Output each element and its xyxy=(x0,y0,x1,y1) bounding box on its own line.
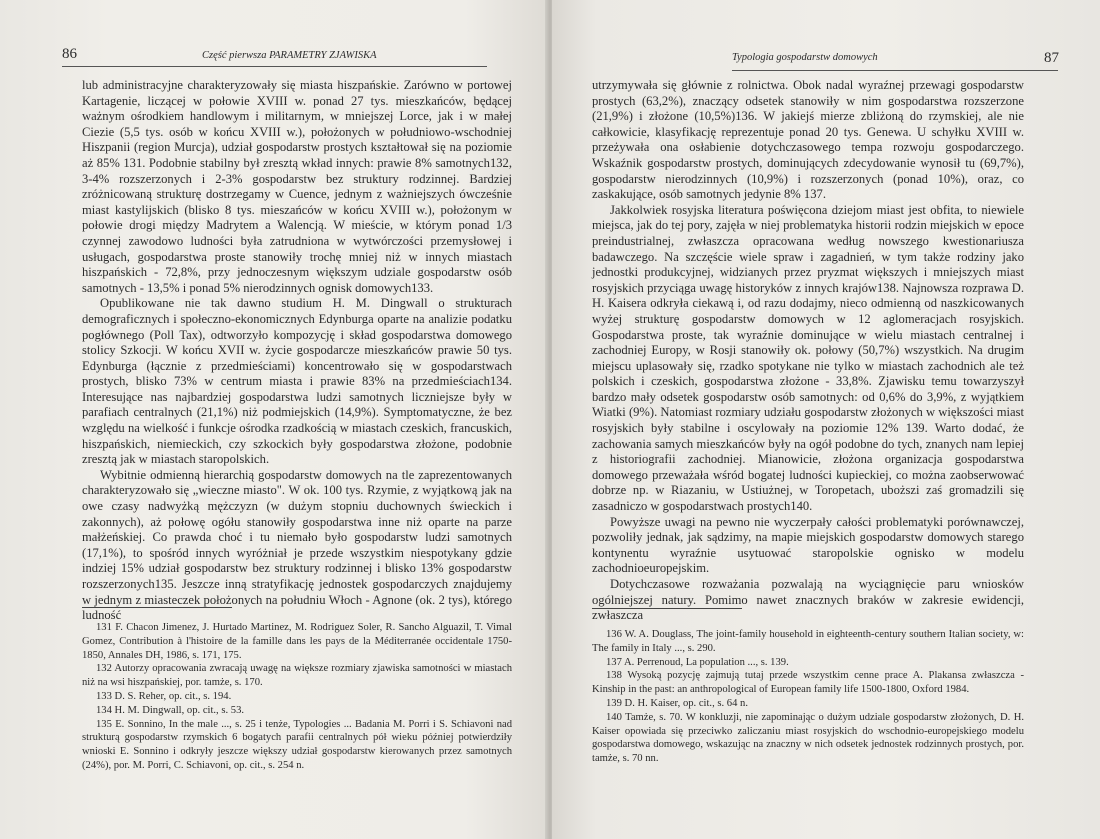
footnote: 139 D. H. Kaiser, op. cit., s. 64 n. xyxy=(606,697,748,709)
footnote-rule xyxy=(82,607,232,608)
footnote: 135 E. Sonnino, In the male ..., s. 25 i tenże, Typologies ... Badania M. Porri i S. Schiavoni nad strukturą gospodarstw rzymskich 6 bogatych parafii centralnych pół wieku później potwierdziły wnioski E. Sonnino i odkryły jeszcze większy udział gospodarstw kierowanych przez samotnych (24%), por. M. Porri, C. Schiavoni, op. cit., s. 254 n. xyxy=(82,718,512,771)
footnote: 134 H. M. Dingwall, op. cit., s. 53. xyxy=(96,704,245,716)
running-title: Typologia gospodarstw domowych xyxy=(732,52,878,63)
footnote: 136 W. A. Douglass, The joint-family household in eighteenth-century southern Italian society, w: The family in Italy ..., s. 290. xyxy=(592,629,1024,654)
footnote: 138 Wysoką pozycję zajmują tutaj przede wszystkim cenne prace A. Plakansa zwłaszcza - Kinship in the past: an anthropological of European family life 1500-1800, Oxford 1984. xyxy=(592,670,1024,696)
paragraph: utrzymywała się głównie z rolnictwa. Obok nadal wyraźnej przewagi gospodarstw prostych (63,2%), znaczący odsetek stanowiły w nim gospodarstwa rozszerzone (21,9%) i złożone (10,5%)136. W jakiejś mierze zbliżoną do rzymskiej, ale nie całkowicie, klasyfikację reprezentuje ponad 20 tys. Genewa. U schyłku XVIII w. przeżywała ona osłabienie dotychczasowego tempa rozwoju gospodarczego. Wskaźnik gospodarstw prostych, dominujących zdecydowanie wynosił tu (69,7%), gospodarstw nierodzinnych (10,9%) i rozszerzonych (ponad 10%), oraz, co zaskakujące, osób samotnych jedynie 8% 137. xyxy=(592,78,1024,202)
page-number: 87 xyxy=(1044,50,1059,66)
right-body-text xyxy=(592,78,1024,624)
footnote: 131 F. Chacon Jimenez, J. Hurtado Martinez, M. Rodriguez Soler, R. Sancho Alguazil, T. Vimal Gomez, Contribution à l'histoire de la famille dans les pays de la Méditerranée occidentale 1750-1850, Annales DH, 1986, s. 171, 175. xyxy=(82,622,512,661)
paragraph: Opublikowane nie tak dawno studium H. M. Dingwall o strukturach demograficznych i społeczno-ekonomicznych Edynburga oparte na analizie podatku pogłównego (Poll Tax), odtworzyło kompozycję i skład gospodarstwa domowego stolicy Szkocji. W końcu XVII w. życie gospodarcze mieszkańców prawie 50 tys. Edynburga (łącznie z przedmieściami) koncentrowało się w gospodarstwach prostych, blisko 73% w centrum miasta i prawie 83% na przedmieściach134. Interesujące nas najbardziej gospodarstwa ludzi samotnych liczniejsze były w parafiach centralnych (21,1%) niż podmiejskich (14,9%). Symptomatyczne, że bez względu na wielkość i funkcje ośrodka rzadkością w miastach czeskich, francuskich, hiszpańskich, niemieckich, czy szkockich były gospodarstwa złożone, podobnie zresztą jak w miastach staropolskich. xyxy=(82,296,512,467)
footnote-rule xyxy=(592,608,742,609)
left-body-text xyxy=(82,78,512,624)
page-number: 86 xyxy=(62,46,77,62)
right-footnotes xyxy=(592,628,1024,766)
header-rule xyxy=(62,66,487,67)
left-running-head xyxy=(62,46,472,63)
footnote: 132 Autorzy opracowania zwracają uwagę na większe rozmiary zjawiska samotności w miastach niż na wsi hiszpańskiej, por. tamże, s. 170. xyxy=(82,663,512,689)
paragraph: lub administracyjne charakteryzowały się miasta hiszpańskie. Zarówno w portowej Kartagenie, liczącej w połowie XVIII w. ponad 27 tys. mieszkańców, będącej ważnym ośrodkiem handlowym i militarnym, w mniejszej Lorce, jak i w małej Ciezie (5,5 tys. osób w końcu XVIII w.), położonych w południowo-wschodniej Hiszpanii (region Murcja), udział gospodarstw prostych kształtował się na poziomie aż 85% 131. Podobnie stabilny był zresztą wkład innych: prawie 8% samotnych132, 3-4% rozszerzonych i 2-3% gospodarstw bez struktury rodzinnej. Bardziej zróżnicowaną strukturę dostrzegamy w Cuence, jednym z ważniejszych ówcześnie miast kastylijskich (blisko 8 tys. mieszańców w końcu XVIII w.), położonym w połowie drogi między Madrytem a Walencją. W mieście, w którym ponad 1/3 czynnej zawodowo ludności była zatrudniona w wytwórczości przemysłowej i usługach, gospodarstwa proste stanowiły trochę mniej niż w innych miastach hiszpańskich - 72,8%, przy jednoczesnym większym udziale gospodarstw osób samotnych - 13,5% i ponad 5% nierodzinnych ognisk domowych133. xyxy=(82,78,512,295)
paragraph: Wybitnie odmienną hierarchią gospodarstw domowych na tle zaprezentowanych charakteryzowało się „wieczne miasto". W ok. 100 tys. Rzymie, z wyjątkową jak na owe czasy nadwyżką mężczyzn (w dużym stopniu duchownych świeckich i zakonnych), aż połowę ogółu stanowiły gospodarstwa inne niż oparte na parze małżeńskiej. Co prawda choć i tu niemało było gospodarstw ludzi samotnych (17,1%), to spośród innych wyróżniał je przede wszystkim niespotykany gdzie indziej 15% udział gospodarstw bez struktury rodzinnej i blisko 13% gospodarstw rozszerzonych135. Jeszcze inną stratyfikację jednostek gospodarczych znajdujemy w jednym z miasteczek położonych na południu Włoch - Agnone (ok. 2 tys), którego ludność xyxy=(82,467,512,623)
right-page xyxy=(552,0,1100,839)
footnote: 137 A. Perrenoud, La population ..., s. 139. xyxy=(606,656,789,668)
paragraph: Jakkolwiek rosyjska literatura poświęcona dziejom miast jest obfita, to niewiele miejsca, jak do tej pory, zajęła w niej problematyka historii rodzin miejskich w epoce preindustrialnej, zwłaszcza opracowana według nowszego kwestionariusza badawczego. Na szczęście wiele spraw i zagadnień, w tym także rodziny jako jednostki produkcyjnej, widzianych przez pryzmat większych i mniejszych miast rosyjskich przyciąga uwagę historyków z innych krajów138. Najnowsza rozprawa D. H. Kaisera odkryła ciekawą i, od razu dodajmy, nieco odmienną od naszkicowanych wyżej strukturę gospodarstw domowych w 12 aglomeracjach rosyjskich. Gospodarstwa proste, tak wyraźnie dominujące w wielu miastach centralnej i zachodniej Europy, w Rosji stanowiły ok. połowy (50,7%) wszystkich. Na drugim miejscu uplasowały się, rzadko spotykane nie tylko w miastach zachodnich ale też polskich i czeskich, gospodarstwa złożone - 33,8%. Zjawisku temu towarzyszył bardzo mały odsetek gospodarstw osób samotnych: od 0,6% do 3,9%, z wyjątkiem Wiatki (9%). Natomiast rozmiary udziału gospodarstw złożonych w większości miast rosyjskich były stabilne i oscylowały na poziomie 12% 139. Warto dodać, że zachowania samych mieszkańców były na ogół podobne do tych, znanych nam lepiej z historiografii zachodniej. Mianowicie, złożona organizacja gospodarstwa domowego przeważała wśród bogatej ludności kupieckiej, co można zaobserwować dobrze np. w Riazaniu, w Ustiużnej, w Toropetach, uboższi zaś gromadzili się zasadniczo w gospodarstwach prostych140. xyxy=(592,202,1024,514)
header-rule xyxy=(732,70,1058,71)
running-title: Część pierwsza PARAMETRY ZJAWISKA xyxy=(202,50,377,61)
left-page xyxy=(0,0,548,839)
footnote: 140 Tamże, s. 70. W konkluzji, nie zapominając o dużym udziale gospodarstw złożonych, D. H. Kaiser opowiada się przeciwko zaliczaniu miast rosyjskich do wschodnio-europejskiego modelu gospodarstwa domowego, wskazując na znaczny w nich odsetek jednostek rodzinnych prostych, por. tamże, s. 70 nn. xyxy=(592,711,1024,765)
footnote: 133 D. S. Reher, op. cit., s. 194. xyxy=(96,690,232,702)
paragraph: Dotychczasowe rozważania pozwalają na wyciągnięcie paru wniosków ogólniejszej natury. Pomimo nawet znacznych braków w zakresie ewidencji, zwłaszcza xyxy=(592,577,1024,623)
left-footnotes xyxy=(82,621,512,773)
paragraph: Powyższe uwagi na pewno nie wyczerpały całości problematyki porównawczej, pozwoliły jednak, jak sądzimy, na mapie miejskich gospodarstw domowych starego kontynentu wyraźnie usytuować staropolskie ognisko w modelu zachodnioeuropejskim. xyxy=(592,514,1024,576)
